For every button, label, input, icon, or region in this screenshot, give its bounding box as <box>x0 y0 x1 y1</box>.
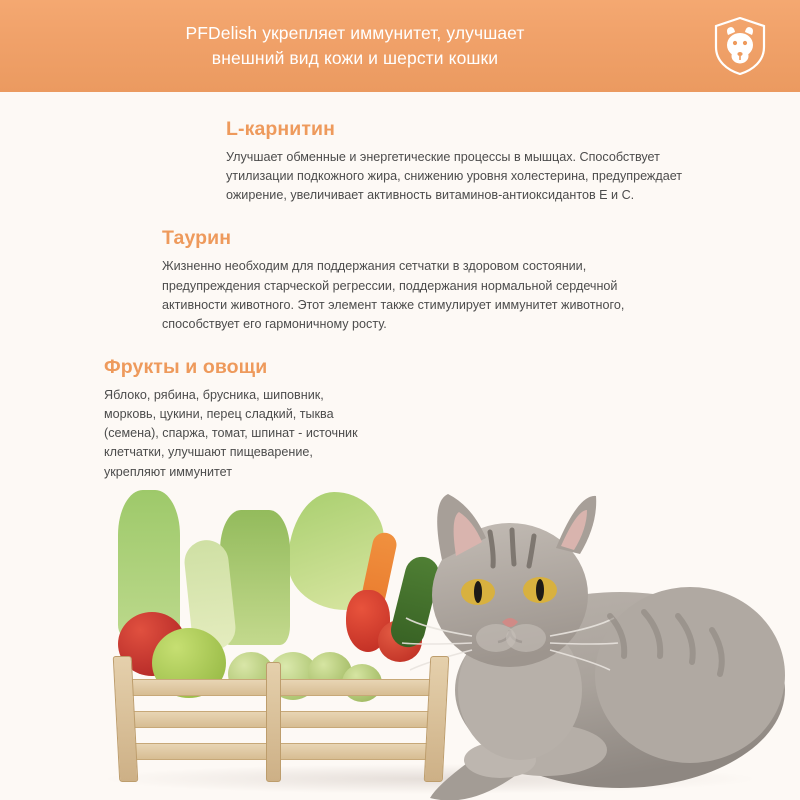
content-area <box>0 92 800 800</box>
ingredient-sections <box>0 92 800 482</box>
header-banner <box>0 0 800 92</box>
section-fruits-vegetables <box>104 356 740 482</box>
bear-head-logo-icon <box>714 17 766 75</box>
section-title: L-карнитин <box>226 118 336 140</box>
crate-slat <box>122 711 442 728</box>
section-taurine <box>104 227 740 334</box>
wooden-crate <box>116 652 446 782</box>
crate-post <box>266 662 281 782</box>
crate-slat <box>122 679 442 696</box>
section-title: Таурин <box>162 227 232 250</box>
brand-logo <box>680 17 800 75</box>
banner-headline-line1: PFDelish укрепляет иммунитет, улучшает <box>185 22 525 43</box>
section-l-carnitine <box>104 118 740 205</box>
crate-post <box>424 656 450 782</box>
banner-headline <box>0 21 680 72</box>
crate-post <box>113 656 139 782</box>
banner-headline-line2: внешний вид кожи и шерсти кошки <box>211 48 499 68</box>
crate-slat <box>122 743 442 760</box>
section-title: Фрукты и овощи <box>104 355 268 378</box>
section-body: Жизненно необходим для поддержания сетчатки в здоровом состоянии, предупреждения старческой регрессии, поддержания нормальной сердечной активности животного. Этот элемент также стимулирует иммунитет животного, способствует его гармоничному росту. <box>162 259 625 331</box>
section-body: Яблоко, рябина, брусника, шиповник, морковь, цукини, перец сладкий, тыква (семена), спаржа, томат, шпинат - источник клетчатки, улучшают пищеварение, укрепляют иммунитет <box>104 387 358 479</box>
section-body: Улучшает обменные и энергетические процессы в мышцах. Способствует утилизации подкожного жира, снижению уровня холестерина, предупреждает ожирение, увеличивает активность витаминов-антиоксидантов E и C. <box>226 150 683 203</box>
